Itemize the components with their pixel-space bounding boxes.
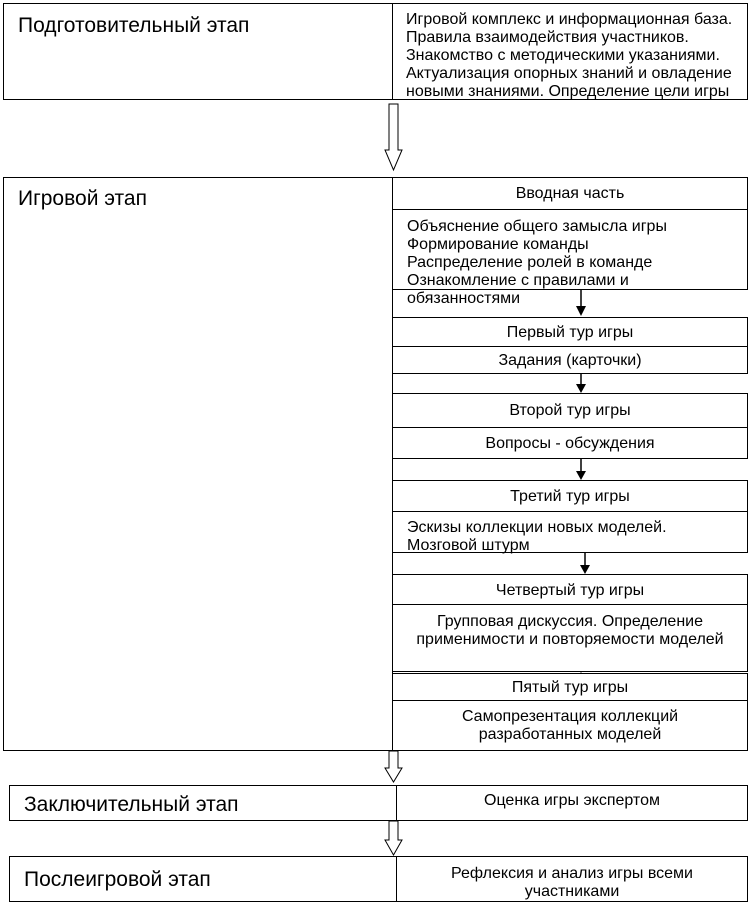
intro-header: Вводная часть: [515, 185, 625, 202]
arrow-round2-to-round3: [576, 459, 586, 480]
arrow-round3-to-round4: [580, 553, 590, 574]
prep-stage-description: Игровой комплекс и информационная база. Правила взаимодействия участников. Знакомство с методическими указаниями. Актуализация опорных знаний и овладение новыми знаниями. Определение цели игры: [406, 11, 733, 100]
final-stage-box: [9, 785, 397, 821]
arrow-game-to-final: [385, 751, 402, 782]
prep-stage-box: [3, 3, 393, 100]
prep-stage-description-frame: [392, 3, 748, 100]
round-4-content: Групповая дискуссия. Определение применимости и повторяемости моделей: [416, 613, 724, 648]
round-5-content-box: [392, 700, 748, 751]
round-3-content-box: [392, 511, 748, 553]
round-2-title: Второй тур игры: [509, 402, 631, 419]
round-1-title-box: [392, 317, 748, 347]
round-3-title-box: [392, 480, 748, 512]
arrow-round1-to-round2: [576, 374, 586, 393]
round-4-title-box: [392, 574, 748, 605]
round-1-content-box: [392, 346, 748, 374]
post-stage-description: Рефлексия и анализ игры всеми участниками: [451, 865, 693, 900]
final-stage-description: Оценка игры экспертом: [484, 792, 660, 809]
intro-item-4: Ознакомление с правилами и обязанностями: [407, 272, 629, 307]
intro-item-1: Объяснение общего замысла игры: [407, 218, 667, 235]
round-1-title: Первый тур игры: [506, 324, 634, 341]
round-4-content-box: [392, 604, 748, 672]
round-3-content: Эскизы коллекции новых моделей. Мозговой штурм: [407, 519, 667, 554]
intro-item-2: Формирование команды: [407, 236, 589, 253]
round-5-title-box: [392, 673, 748, 701]
round-2-content: Вопросы - обсуждения: [485, 435, 655, 452]
post-stage-title: Послеигровой этап: [24, 868, 211, 891]
intro-header-box: [392, 177, 748, 210]
final-stage-title: Заключительный этап: [24, 793, 239, 816]
intro-items-box: [392, 209, 748, 307]
round-2-title-box: [392, 393, 748, 428]
post-stage-description-box: [396, 856, 748, 902]
round-3-title: Третий тур игры: [510, 488, 630, 505]
post-stage-box: [9, 856, 397, 902]
final-stage-description-box: [396, 785, 748, 821]
round-1-content: Задания (карточки): [498, 352, 642, 369]
round-2-content-box: [392, 427, 748, 459]
round-5-title: Пятый тур игры: [511, 679, 629, 696]
arrow-final-to-post: [385, 821, 402, 855]
arrow-prep-to-game: [385, 104, 402, 170]
game-stage-title: Игровой этап: [18, 187, 147, 210]
prep-stage-title: Подготовительный этап: [18, 14, 250, 37]
round-5-content: Самопрезентация коллекций разработанных моделей: [461, 708, 679, 743]
game-stage-box: [3, 177, 393, 751]
intro-item-3: Распределение ролей в команде: [407, 254, 653, 271]
round-4-title: Четвертый тур игры: [495, 582, 645, 599]
